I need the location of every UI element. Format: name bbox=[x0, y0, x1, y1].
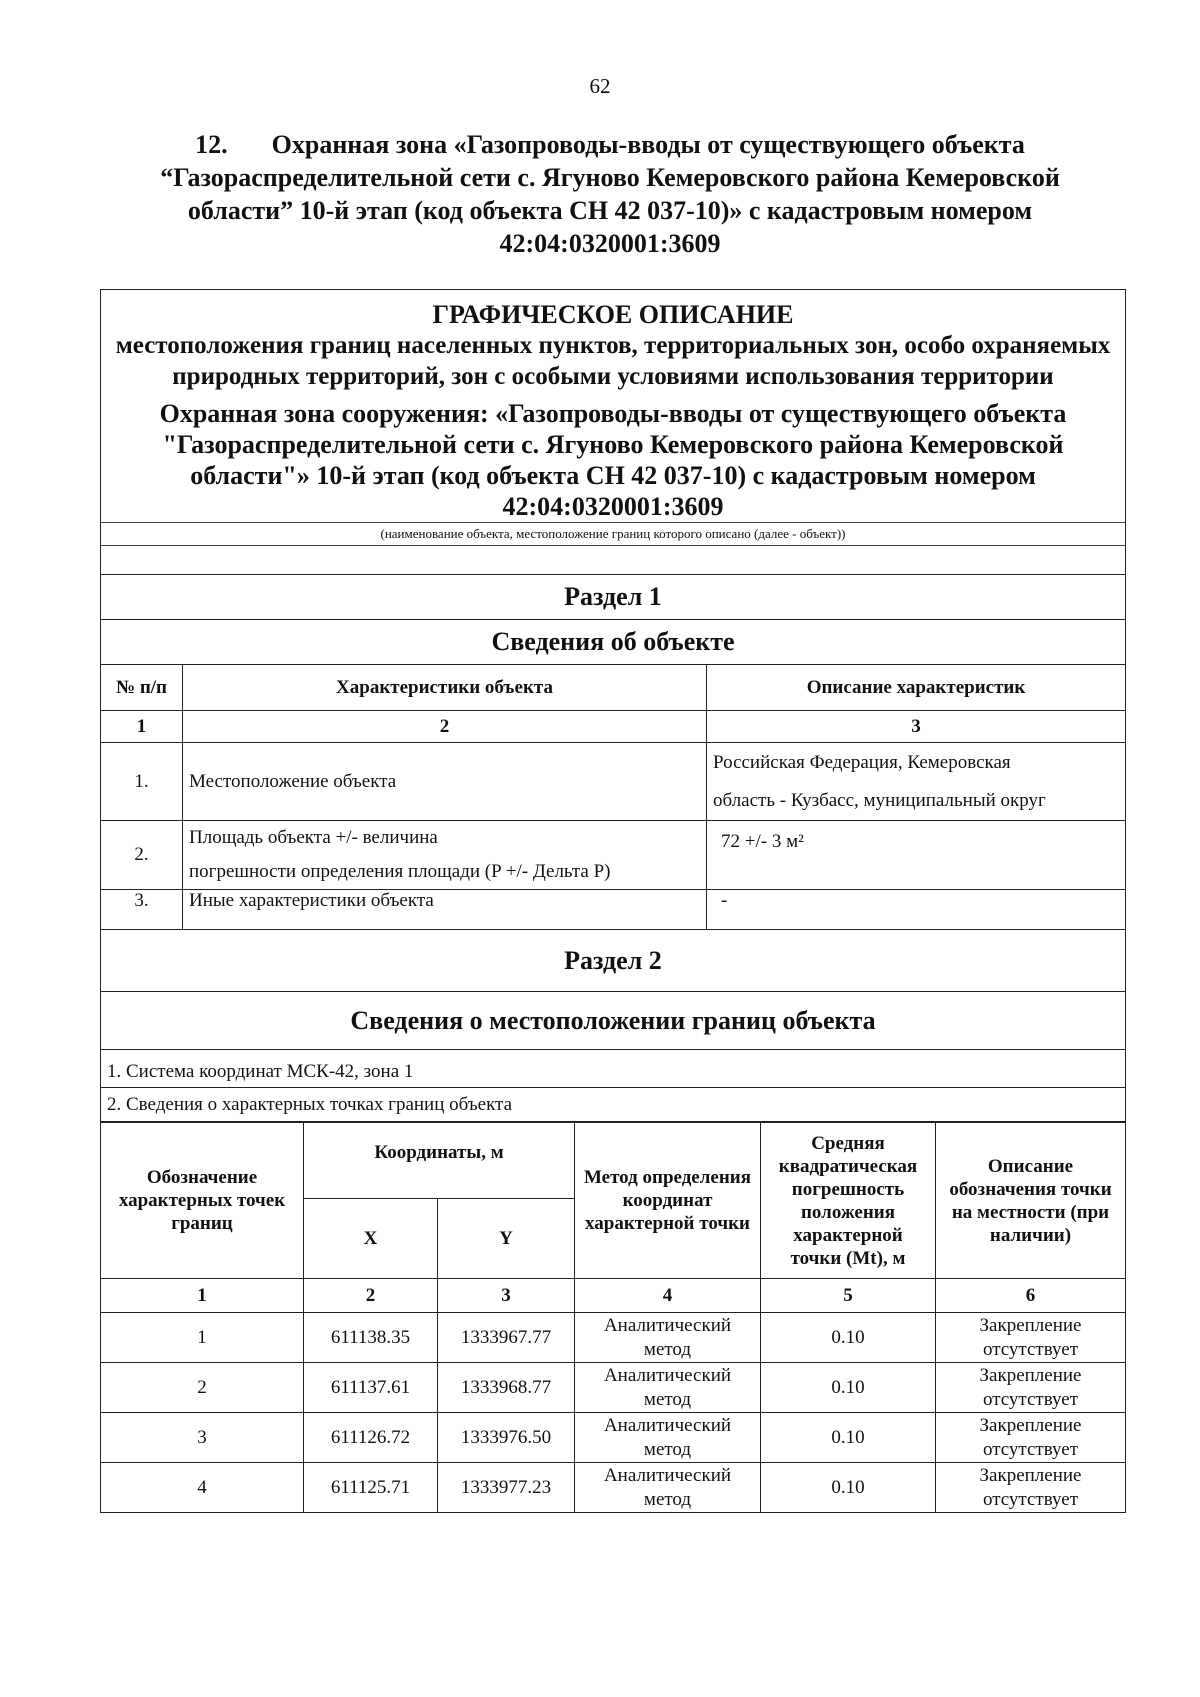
point-id: 3 bbox=[101, 1413, 304, 1463]
point-error: 0.10 bbox=[761, 1363, 936, 1413]
point-description: Закрепление отсутствует bbox=[936, 1363, 1126, 1413]
row-desc: - bbox=[707, 890, 1126, 930]
object-name-line-3: области"» 10-й этап (код объекта СН 42 037-10) с кадастровым номером bbox=[190, 461, 1036, 490]
point-method: Аналитический метод bbox=[575, 1413, 761, 1463]
point-y: 1333967.77 bbox=[438, 1313, 575, 1363]
point-y: 1333977.23 bbox=[438, 1463, 575, 1513]
form-header bbox=[100, 289, 1126, 574]
point-method: Аналитический метод bbox=[575, 1363, 761, 1413]
col-number-1: 1 bbox=[101, 711, 183, 743]
point-description: Закрепление отсутствует bbox=[936, 1313, 1126, 1363]
point-description: Закрепление отсутствует bbox=[936, 1413, 1126, 1463]
row-desc: 72 +/- 3 м² bbox=[707, 821, 1126, 890]
col-number-2: 2 bbox=[183, 711, 707, 743]
header-x: X bbox=[304, 1199, 438, 1279]
point-x: 611126.72 bbox=[304, 1413, 438, 1463]
object-name bbox=[101, 396, 1125, 522]
heading-line-1: Охранная зона «Газопроводы-вводы от существующего объекта bbox=[271, 130, 1025, 159]
col-number-4: 4 bbox=[575, 1279, 761, 1313]
point-x: 611138.35 bbox=[304, 1313, 438, 1363]
header-point-description: Описание обозначения точки на местности (при наличии) bbox=[936, 1123, 1126, 1279]
col-number-5: 5 bbox=[761, 1279, 936, 1313]
table-row bbox=[101, 1313, 1126, 1363]
point-error: 0.10 bbox=[761, 1463, 936, 1513]
section-1-subtitle: Сведения об объекте bbox=[101, 620, 1126, 665]
header-y: Y bbox=[438, 1199, 575, 1279]
row-name: Иные характеристики объекта bbox=[183, 890, 707, 930]
heading-line-4: 42:04:0320001:3609 bbox=[499, 229, 721, 258]
heading-number: 12. bbox=[195, 130, 228, 159]
col-number-1: 1 bbox=[101, 1279, 304, 1313]
heading-line-2: “Газораспределительной сети с. Ягуново Кемеровского района Кемеровской bbox=[160, 163, 1060, 192]
points-table bbox=[100, 1122, 1126, 1513]
point-y: 1333968.77 bbox=[438, 1363, 575, 1413]
section-2-title: Раздел 2 bbox=[101, 930, 1126, 992]
row-name-line-2: погрешности определения площади (P +/- Дельта P) bbox=[189, 861, 611, 882]
row-num: 3. bbox=[101, 890, 183, 930]
row-desc-line-2: область - Кузбасс, муниципальный округ bbox=[713, 789, 1046, 811]
point-description: Закрепление отсутствует bbox=[936, 1463, 1126, 1513]
table-row bbox=[101, 890, 1126, 930]
table-row bbox=[101, 1363, 1126, 1413]
point-x: 611137.61 bbox=[304, 1363, 438, 1413]
header-characteristics: Характеристики объекта bbox=[183, 665, 707, 711]
point-id: 2 bbox=[101, 1363, 304, 1413]
row-num: 1. bbox=[101, 743, 183, 821]
point-method: Аналитический метод bbox=[575, 1463, 761, 1513]
section-heading bbox=[100, 128, 1120, 260]
point-y: 1333976.50 bbox=[438, 1413, 575, 1463]
object-caption: (наименование объекта, местоположение границ которого описано (далее - объект)) bbox=[101, 522, 1125, 545]
spacer-row bbox=[101, 545, 1125, 574]
graphic-description-form bbox=[100, 289, 1126, 1513]
row-name bbox=[183, 821, 707, 890]
table-row bbox=[101, 1413, 1126, 1463]
row-num: 2. bbox=[101, 821, 183, 890]
section-1-title: Раздел 1 bbox=[101, 575, 1126, 620]
point-id: 1 bbox=[101, 1313, 304, 1363]
header-coordinates: Координаты, м bbox=[304, 1123, 575, 1199]
col-number-6: 6 bbox=[936, 1279, 1126, 1313]
row-name-line-1: Площадь объекта +/- величина bbox=[189, 827, 438, 848]
table-row bbox=[101, 1463, 1126, 1513]
header-description: Описание характеристик bbox=[707, 665, 1126, 711]
header-designation: Обозначение характерных точек границ bbox=[101, 1123, 304, 1279]
section-2-subtitle: Сведения о местоположении границ объекта bbox=[101, 992, 1126, 1050]
heading-line-3: области” 10-й этап (код объекта СН 42 037-10)» с кадастровым номером bbox=[187, 196, 1033, 225]
object-name-line-1: Охранная зона сооружения: «Газопроводы-вводы от существующего объекта bbox=[159, 399, 1067, 428]
row-name: Местоположение объекта bbox=[183, 743, 707, 821]
object-name-line-4: 42:04:0320001:3609 bbox=[502, 492, 724, 521]
col-number-2: 2 bbox=[304, 1279, 438, 1313]
point-error: 0.10 bbox=[761, 1313, 936, 1363]
page-number: 62 bbox=[589, 74, 611, 98]
document-title: ГРАФИЧЕСКОЕ ОПИСАНИЕ bbox=[432, 300, 794, 329]
header-num: № п/п bbox=[101, 665, 183, 711]
object-name-line-2: "Газораспределительной сети с. Ягуново Кемеровского района Кемеровской bbox=[162, 430, 1064, 459]
header-method: Метод определения координат характерной точки bbox=[575, 1123, 761, 1279]
table-row bbox=[101, 743, 1126, 821]
coordinate-system: 1. Система координат МСК-42, зона 1 bbox=[101, 1050, 1126, 1088]
document-subtitle: местоположения границ населенных пунктов, территориальных зон, особо охраняемых природных территорий, зон с особыми условиями использования территории bbox=[115, 332, 1111, 390]
section-1-table bbox=[100, 574, 1126, 1122]
points-info: 2. Сведения о характерных точках границ объекта bbox=[101, 1088, 1126, 1122]
table-row bbox=[101, 821, 1126, 890]
row-desc-line-1: Российская Федерация, Кемеровская bbox=[713, 751, 1011, 773]
point-x: 611125.71 bbox=[304, 1463, 438, 1513]
point-error: 0.10 bbox=[761, 1413, 936, 1463]
col-number-3: 3 bbox=[707, 711, 1126, 743]
header-error: Средняя квадратическая погрешность положения характерной точки (Mt), м bbox=[761, 1123, 936, 1279]
point-id: 4 bbox=[101, 1463, 304, 1513]
col-number-3: 3 bbox=[438, 1279, 575, 1313]
row-desc bbox=[707, 743, 1126, 821]
point-method: Аналитический метод bbox=[575, 1313, 761, 1363]
